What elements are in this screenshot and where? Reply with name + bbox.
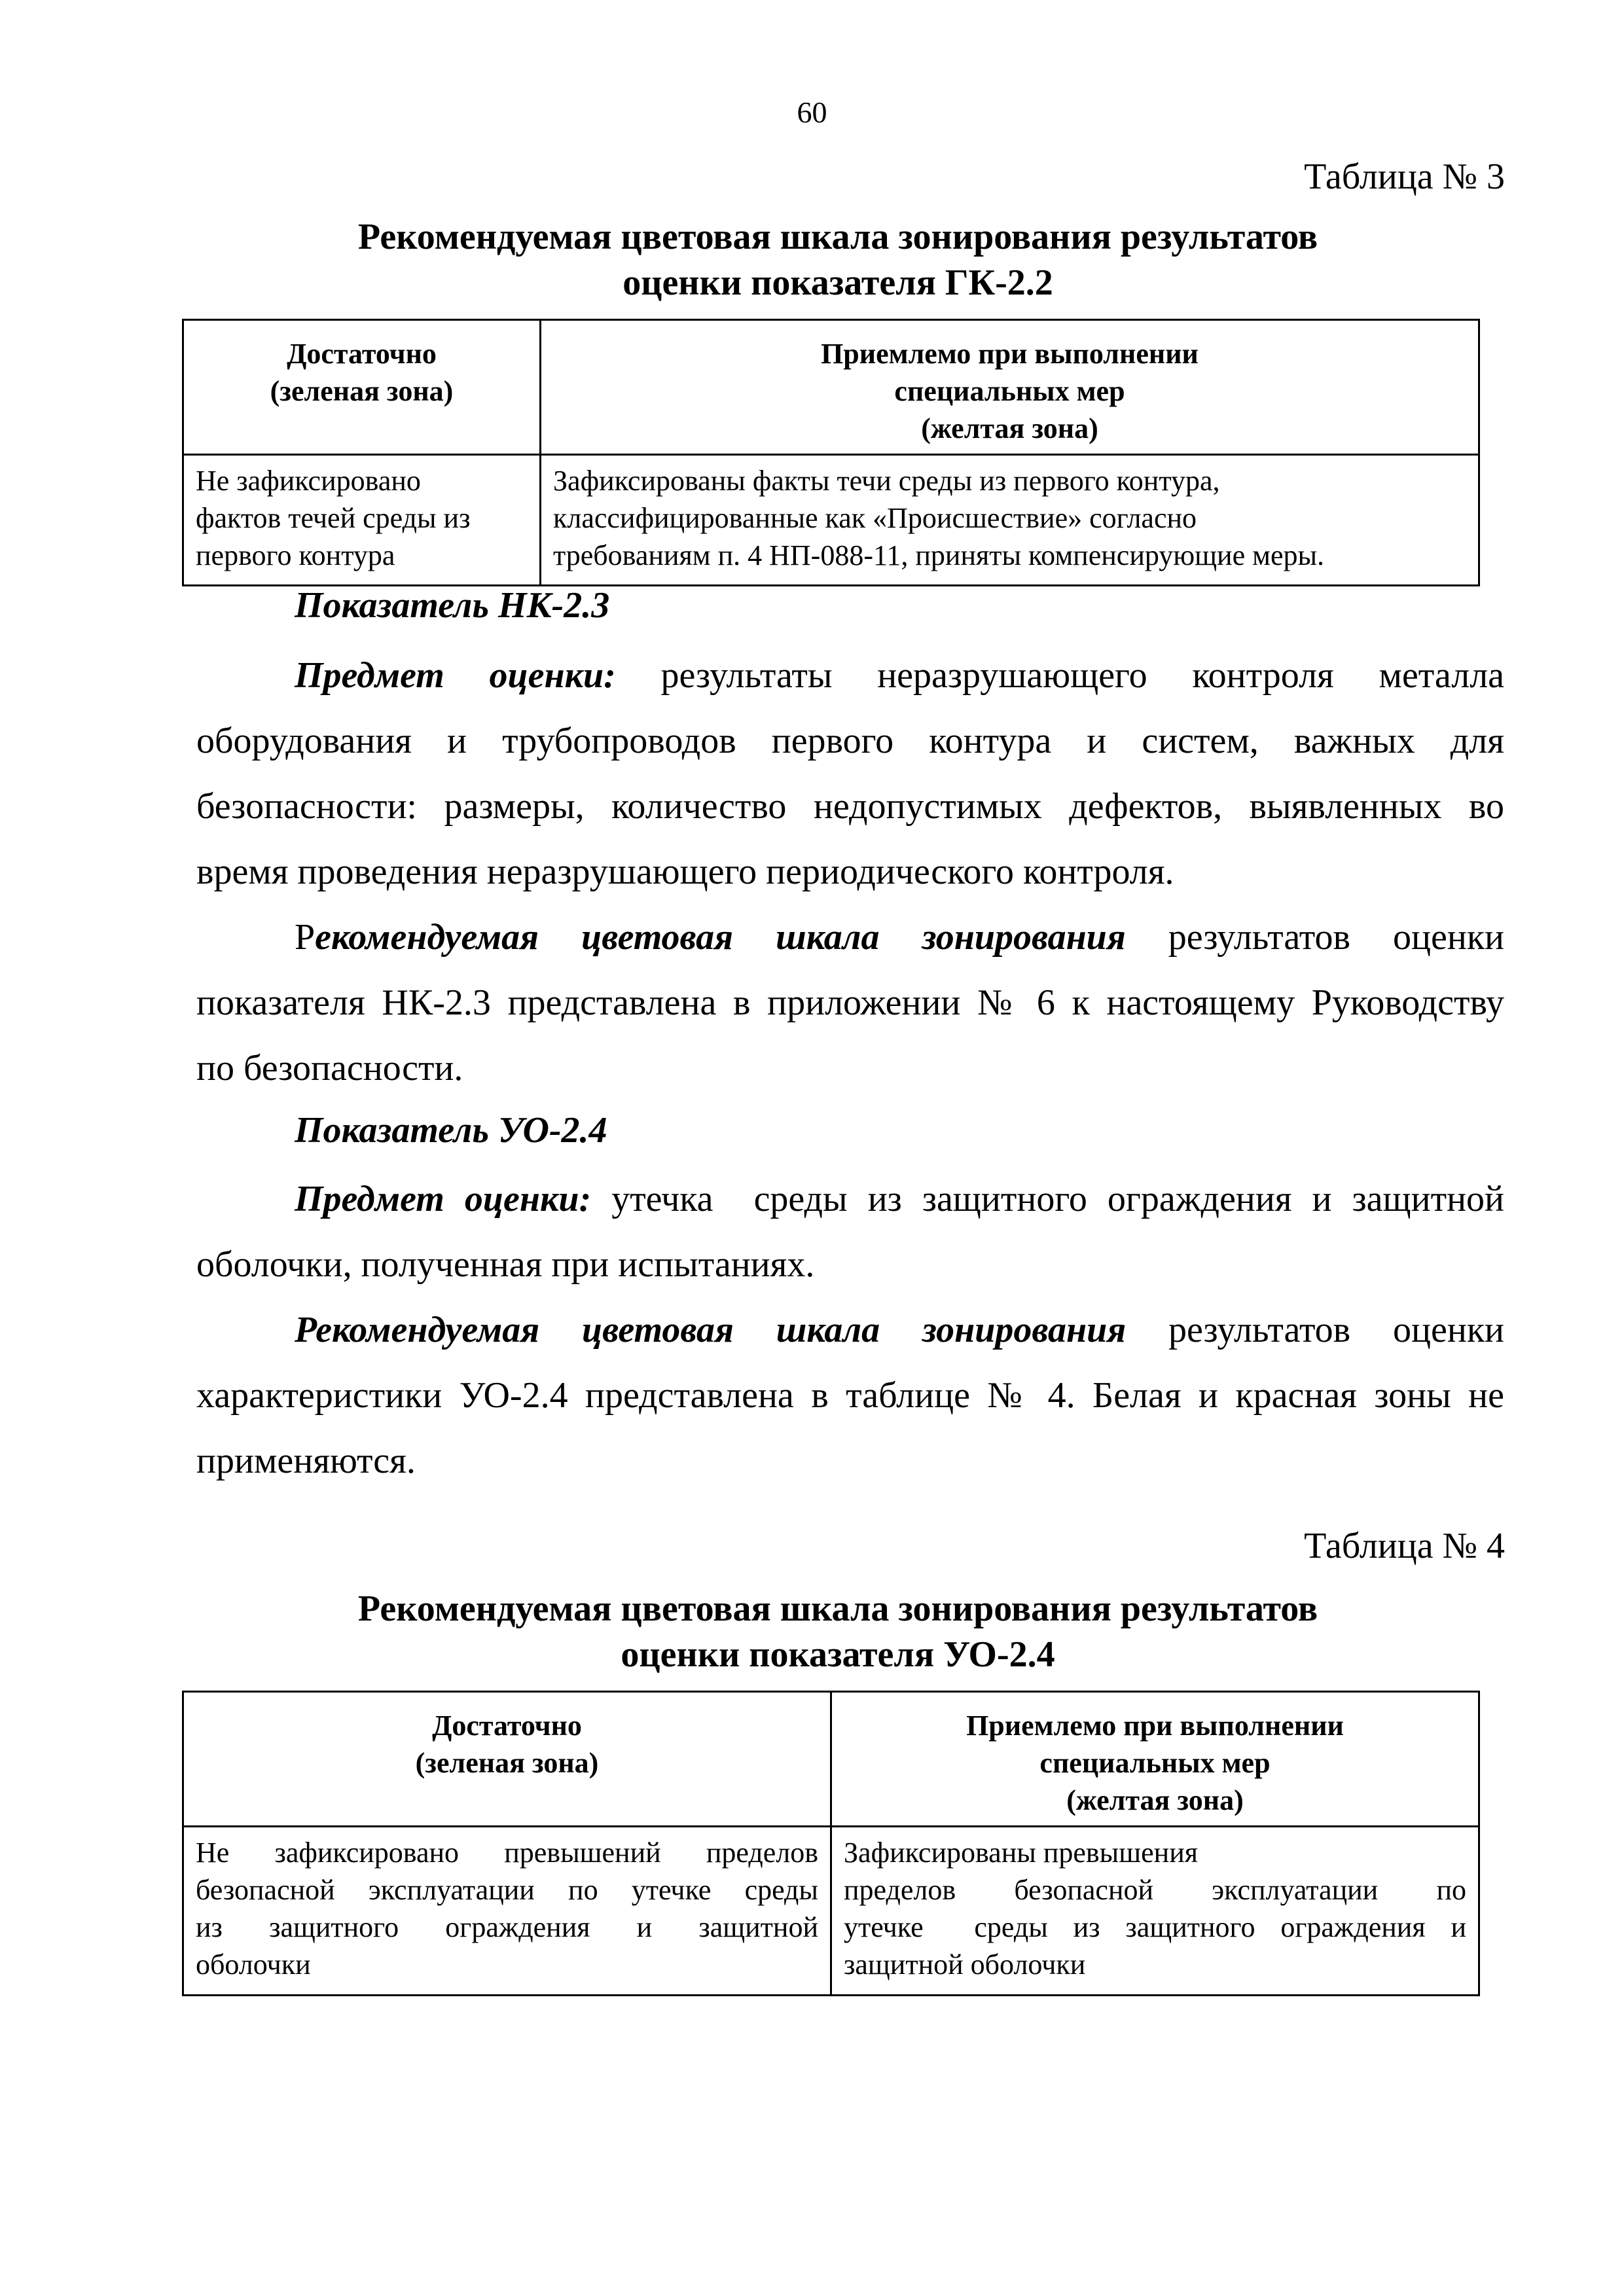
table4-header-green-line1: Достаточно [432,1710,582,1742]
table3-header-yellow-line1: Приемлемо при выполнении [821,338,1199,370]
uo24-subject-line2: оболочки, полученная при испытаниях. [196,1244,815,1285]
uo24-heading: Показатель УО-2.4 [295,1110,607,1151]
table4-cell-yellow-line2: пределов безопасной эксплуатации по [844,1874,1466,1906]
table3-cell-yellow-line2: классифицированные как «Происшествие» согласно [553,502,1197,534]
table3-header-green-line2: (зеленая зона) [270,375,454,407]
table3-cell-green-line3: первого контура [196,539,395,571]
table3 [182,319,1480,586]
table3-cell-yellow-line3: требованиям п. 4 НП-088-11, приняты компенсирующие меры. [553,539,1325,571]
uo24-scale-label: Рекомендуемая цветовая шкала зонирования [295,1310,1127,1350]
table4-header-yellow-line2: специальных мер [1039,1747,1271,1779]
nk23-scale [196,905,1504,1101]
nk23-scale-line1 [196,905,1504,970]
table3-header-yellow [541,320,1479,455]
table3-title-line2: оценки показателя ГК-2.2 [623,262,1053,303]
table4-header-yellow [831,1692,1479,1827]
table4-cell-green-line4: оболочки [196,1948,311,1981]
table4-title [183,1586,1492,1677]
table4-cell-yellow-line4: защитной оболочки [844,1948,1086,1981]
nk23-scale-text1: результатов оценки [1168,917,1504,958]
nk23-scale-line2: показателя НК-2.3 представлена в приложении № 6 к настоящему Руководству [196,982,1504,1023]
table3-title [183,214,1492,306]
table3-cell-yellow [541,455,1479,586]
uo24-scale-text1: результатов оценки [1168,1310,1504,1350]
nk23-subject-label: Предмет оценки: [295,655,616,696]
page-number: 60 [797,96,827,129]
table3-header-yellow-line2: специальных мер [894,375,1125,407]
table4-cell-yellow-line1: Зафиксированы превышения [844,1837,1198,1869]
nk23-subject-line1 [196,643,1504,708]
nk23-subject-text1: результаты неразрушающего контроля металла [660,655,1504,696]
table3-cell-green-line1: Не зафиксировано [196,465,421,497]
uo24-scale-line2: характеристики УО-2.4 представлена в таблице № 4. Белая и красная зоны не [196,1375,1504,1416]
table3-header-yellow-line3: (желтая зона) [921,412,1098,444]
table4-cell-yellow-line3: утечке среды из защитного ограждения и [844,1911,1466,1943]
table4-cell-green-line2: безопасной эксплуатации по утечке среды [196,1874,818,1906]
nk23-subject [196,643,1504,905]
nk23-subject-line4: время проведения неразрушающего периодического контроля. [196,852,1174,892]
nk23-scale-prefix: Р [295,917,316,958]
table4-header-yellow-line3: (желтая зона) [1066,1784,1244,1816]
table3-title-line1: Рекомендуемая цветовая шкала зонирования результатов [357,217,1318,257]
table3-header-green [183,320,541,455]
table4-header-green-line2: (зеленая зона) [415,1747,599,1779]
uo24-scale [196,1297,1504,1494]
uo24-subject-label: Предмет оценки: [295,1179,592,1219]
table4-cell-green-line3: из защитного ограждения и защитной [196,1911,818,1943]
table3-cell-green [183,455,541,586]
nk23-scale-label: екомендуемая цветовая шкала зонирования [315,917,1126,958]
nk23-subject-line3: безопасности: размеры, количество недопустимых дефектов, выявленных во [196,786,1504,827]
table4-title-line2: оценки показателя УО-2.4 [621,1634,1055,1675]
uo24-scale-line3: применяются. [196,1441,416,1481]
uo24-subject-line1 [196,1166,1504,1232]
table4-cell-yellow [831,1827,1479,1996]
table4-cell-green-line1: Не зафиксировано превышений пределов [196,1837,818,1869]
table4 [182,1691,1480,1996]
table3-cell-green-line2: фактов течей среды из [196,502,471,534]
nk23-heading: Показатель НК-2.3 [295,585,610,626]
table4-title-line1: Рекомендуемая цветовая шкала зонирования результатов [357,1588,1318,1629]
nk23-subject-line2: оборудования и трубопроводов первого контура и систем, важных для [196,721,1504,761]
table3-label: Таблица № 3 [1304,156,1505,197]
uo24-subject [196,1166,1504,1297]
nk23-scale-line3: по безопасности. [196,1048,463,1088]
table4-cell-green [183,1827,831,1996]
table4-header-green [183,1692,831,1827]
table4-header-yellow-line1: Приемлемо при выполнении [966,1710,1344,1742]
table3-header-green-line1: Достаточно [287,338,437,370]
uo24-subject-text1: утечка среды из защитного ограждения и защитной [611,1179,1505,1219]
table3-cell-yellow-line1: Зафиксированы факты течи среды из первого контура, [553,465,1220,497]
table4-label: Таблица № 4 [1304,1526,1505,1566]
uo24-scale-line1 [196,1297,1504,1363]
